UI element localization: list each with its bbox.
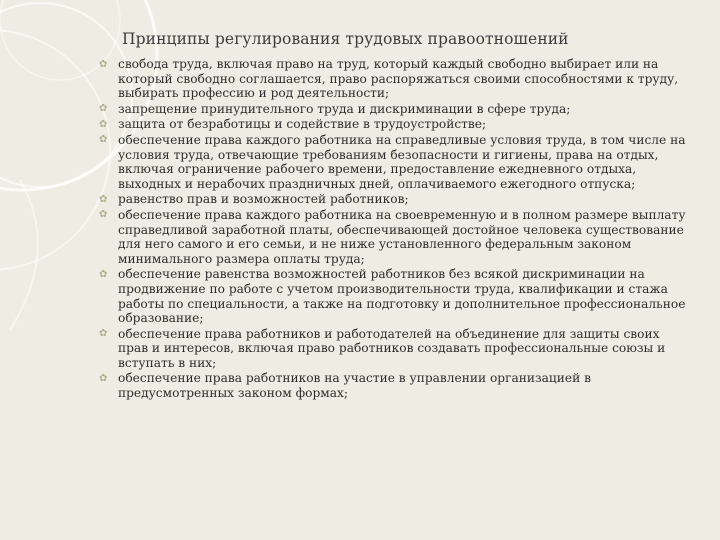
flower-bullet-icon: ✿ (99, 193, 108, 205)
list-item-text: обеспечение права каждого работника на справедливые условия труда, в том числе на условия труда, отвечающие требованиям безопасности и гигиены, права на отдых, включая ограничение рабочего времени, предоставление ежедневного отдыха, выходных и нерабочих праздничных дней, оплачиваемого ежегодного отпуска; (118, 132, 686, 191)
list-item-text: свобода труда, включая право на труд, который каждый свободно выбирает или на который свободно соглашается, право распоряжаться своими способностями к труду, выбирать профессию и род деятельности; (118, 57, 679, 101)
flower-bullet-icon: ✿ (99, 328, 108, 340)
list-item-text: запрещение принудительного труда и дискриминации в сфере труда; (118, 101, 571, 116)
flower-bullet-icon: ✿ (99, 209, 108, 221)
list-item-text: обеспечение права работников и работодателей на объединение для защиты своих прав и интересов, включая право работников создавать профессиональные союзы и вступать в них; (118, 326, 666, 370)
list-item (95, 192, 687, 207)
list-item (95, 208, 687, 266)
flower-bullet-icon: ✿ (99, 103, 108, 115)
list-item (95, 267, 687, 325)
list-item (95, 117, 687, 132)
list-item-text: обеспечение права работников на участие в управлении организацией в предусмотренных законом формах; (118, 371, 591, 401)
slide-title: Принципы регулирования трудовых правоотношений (122, 30, 569, 48)
flower-bullet-icon: ✿ (99, 134, 108, 146)
list-item (95, 102, 687, 117)
list-item-text: обеспечение права каждого работника на своевременную и в полном размере выплату справедливой заработной платы, обеспечивающей достойное человека существование для него самого и его семьи, и не ниже установленного федеральным законом минимального размера оплаты труда; (118, 207, 686, 266)
flower-bullet-icon: ✿ (99, 372, 108, 384)
flower-bullet-icon: ✿ (99, 118, 108, 130)
flower-bullet-icon: ✿ (99, 58, 108, 70)
list-item (95, 133, 687, 191)
list-item-text: защита от безработицы и содействие в трудоустройстве; (118, 117, 487, 132)
list-item-text: обеспечение равенства возможностей работников без всякой дискриминации на продвижение по работе с учетом производительности труда, квалификации и стажа работы по специальности, а также на подготовку и дополнительное профессиональное образование; (118, 267, 686, 326)
list-item-text: равенство прав и возможностей работников; (118, 192, 409, 207)
principles-list (95, 57, 687, 402)
list-item (95, 327, 687, 371)
flower-bullet-icon: ✿ (99, 268, 108, 280)
list-item (95, 371, 687, 400)
list-item (95, 57, 687, 101)
